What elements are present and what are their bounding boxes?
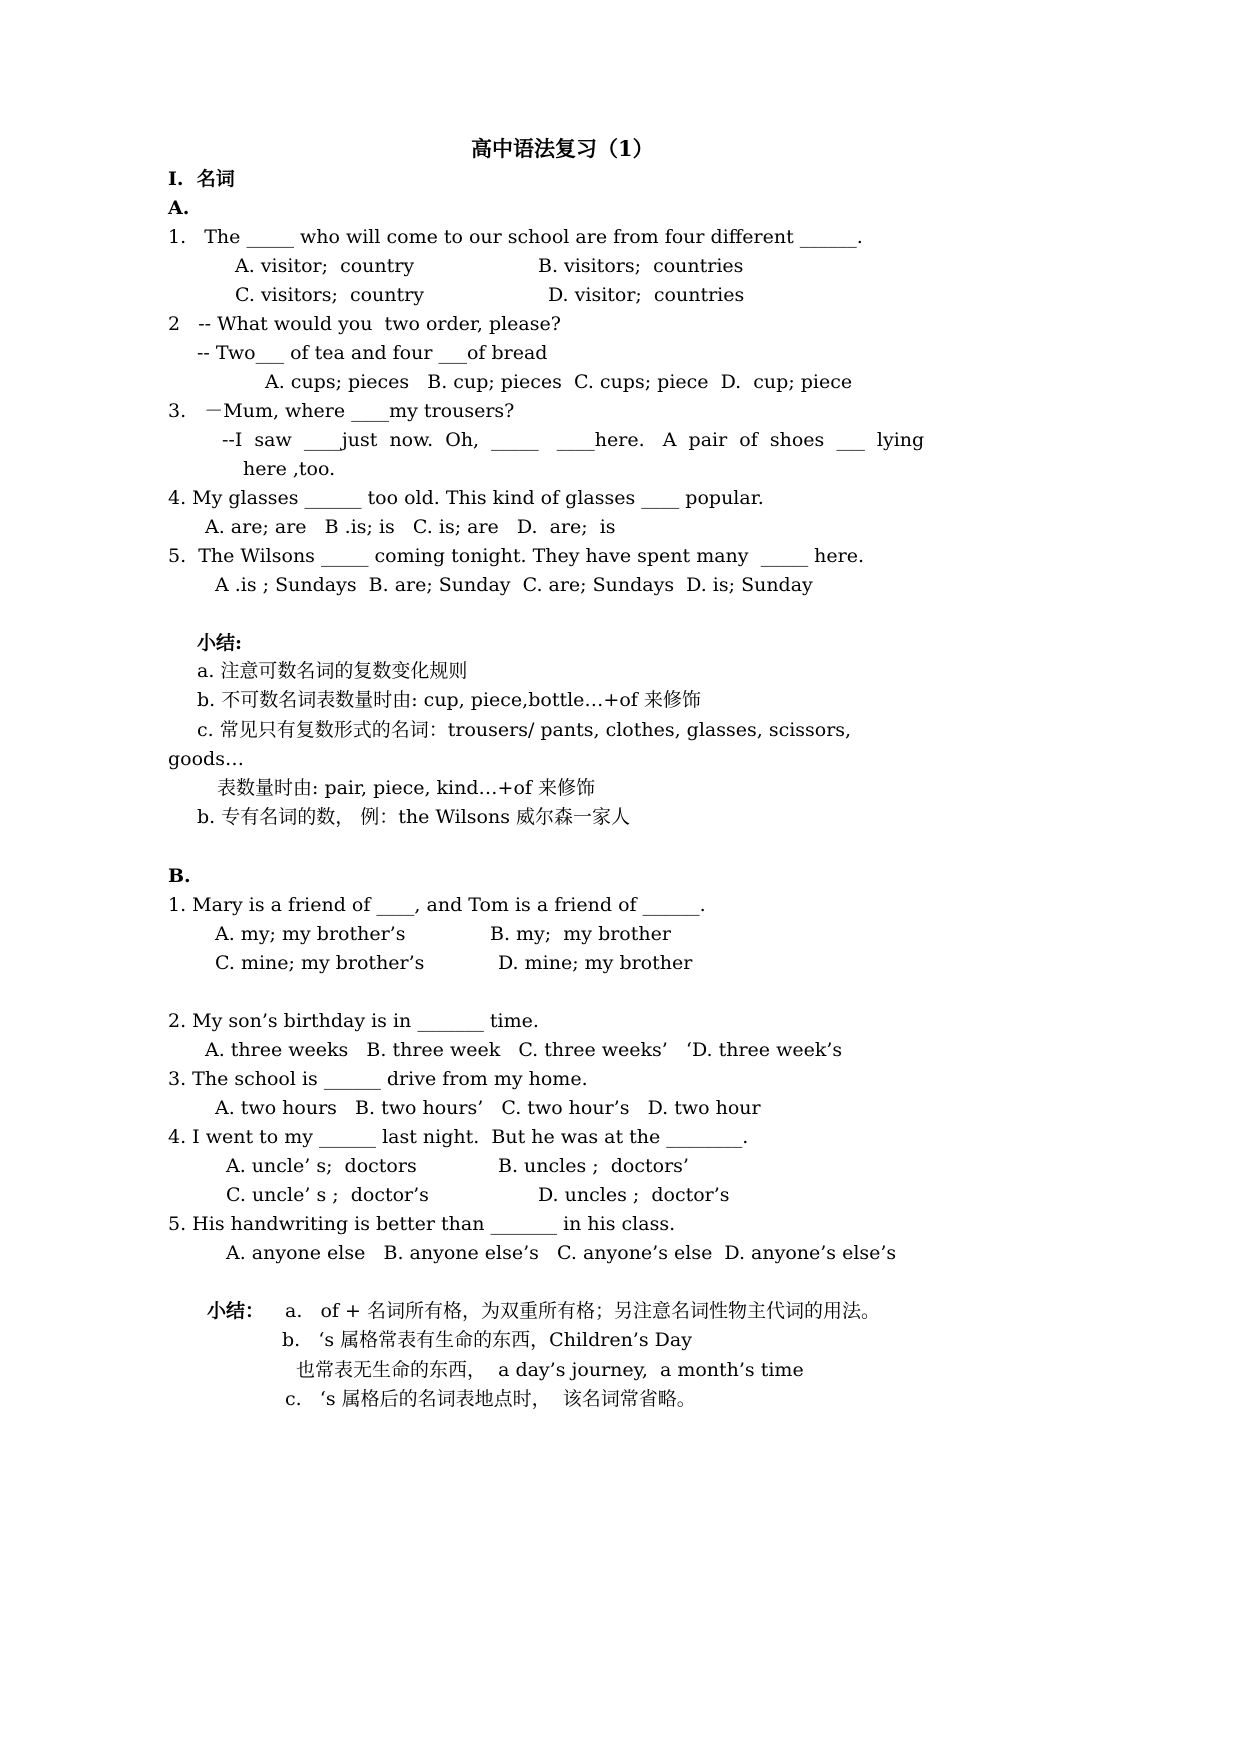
- a-q1-option-d: D. visitor; countries: [548, 284, 745, 306]
- a-summary-d: b. 专有名词的数， 例：the Wilsons 威尔森一家人: [197, 806, 631, 828]
- a-q3-stem-1: 3. －Mum, where ____my trousers?: [168, 400, 515, 422]
- a-q1-option-b: B. visitors; countries: [538, 255, 744, 277]
- a-summary-b: b. 不可数名词表数量时由: cup, piece,bottle…+of 来修饰: [197, 689, 701, 711]
- b-q4-option-c: C. uncle’ s ; doctor’s: [226, 1184, 429, 1206]
- b-q1-option-d: D. mine; my brother: [498, 952, 693, 974]
- a-q2-stem-1: 2 -- What would you two order, please?: [168, 313, 561, 335]
- b-summary-a: a. of + 名词所有格，为双重所有格；另注意名词性物主代词的用法。: [285, 1300, 880, 1322]
- b-q5-options: A. anyone else B. anyone else’s C. anyone’s else D. anyone’s else’s: [226, 1242, 897, 1264]
- b-q1-option-a: A. my; my brother’s: [215, 923, 406, 945]
- a-q1-option-c: C. visitors; country: [235, 284, 424, 306]
- a-summary-c-line3: 表数量时由: pair, piece, kind…+of 来修饰: [217, 777, 595, 799]
- b-q1-stem: 1. Mary is a friend of ____, and Tom is a friend of ______.: [168, 894, 706, 916]
- a-q2-options: A. cups; pieces B. cup; pieces C. cups; piece D. cup; piece: [265, 371, 853, 393]
- a-q5-stem: 5. The Wilsons _____ coming tonight. They have spent many _____ here.: [168, 545, 864, 567]
- part-b-label: B.: [168, 865, 191, 887]
- a-q1-stem: 1. The _____ who will come to our school are from four different ______.: [168, 226, 863, 248]
- b-q5-stem: 5. His handwriting is better than _______ in his class.: [168, 1213, 676, 1235]
- b-q2-options: A. three weeks B. three week C. three weeks’ ‘D. three week’s: [205, 1039, 843, 1061]
- a-q5-options: A .is ; Sundays B. are; Sunday C. are; Sundays D. is; Sunday: [215, 574, 813, 596]
- b-q1-option-b: B. my; my brother: [490, 923, 671, 945]
- b-q3-stem: 3. The school is ______ drive from my home.: [168, 1068, 588, 1090]
- b-q3-options: A. two hours B. two hours’ C. two hour’s D. two hour: [215, 1097, 761, 1119]
- b-q4-stem: 4. I went to my ______ last night. But he was at the ________.: [168, 1126, 749, 1148]
- a-q4-stem: 4. My glasses ______ too old. This kind of glasses ____ popular.: [168, 487, 764, 509]
- b-q1-option-c: C. mine; my brother’s: [215, 952, 425, 974]
- b-summary-b: b. ‘s 属格常表有生命的东西，Children’s Day: [282, 1329, 692, 1351]
- a-q3-stem-2: --I saw ____just now. Oh, _____ ____here. A pair of shoes ___ lying: [222, 429, 925, 451]
- a-summary-c-line1: c. 常见只有复数形式的名词：trousers/ pants, clothes, glasses, scissors,: [197, 719, 852, 741]
- page-title: 高中语法复习（1）: [471, 136, 654, 161]
- part-a-label: A.: [168, 197, 190, 219]
- a-q2-stem-2: -- Two___ of tea and four ___of bread: [197, 342, 548, 364]
- a-summary-label: 小结:: [197, 632, 243, 654]
- b-q4-option-d: D. uncles ; doctor’s: [538, 1184, 730, 1206]
- a-summary-a: a. 注意可数名词的复数变化规则: [197, 660, 468, 682]
- a-q4-options: A. are; are B .is; is C. is; are D. are; is: [205, 516, 616, 538]
- b-summary-label: 小结：: [207, 1300, 265, 1322]
- b-summary-b-line2: 也常表无生命的东西， a day’s journey, a month’s time: [296, 1359, 804, 1381]
- a-summary-c-line2: goods…: [168, 748, 244, 770]
- a-q3-stem-3: here ,too.: [243, 458, 336, 480]
- b-summary-c: c. ‘s 属格后的名词表地点时， 该名词常省略。: [285, 1388, 696, 1410]
- b-q4-option-b: B. uncles ; doctors’: [498, 1155, 689, 1177]
- section-heading: I. 名词: [168, 168, 235, 190]
- b-q4-option-a: A. uncle’ s; doctors: [226, 1155, 417, 1177]
- a-q1-option-a: A. visitor; country: [235, 255, 415, 277]
- b-q2-stem: 2. My son’s birthday is in _______ time.: [168, 1010, 539, 1032]
